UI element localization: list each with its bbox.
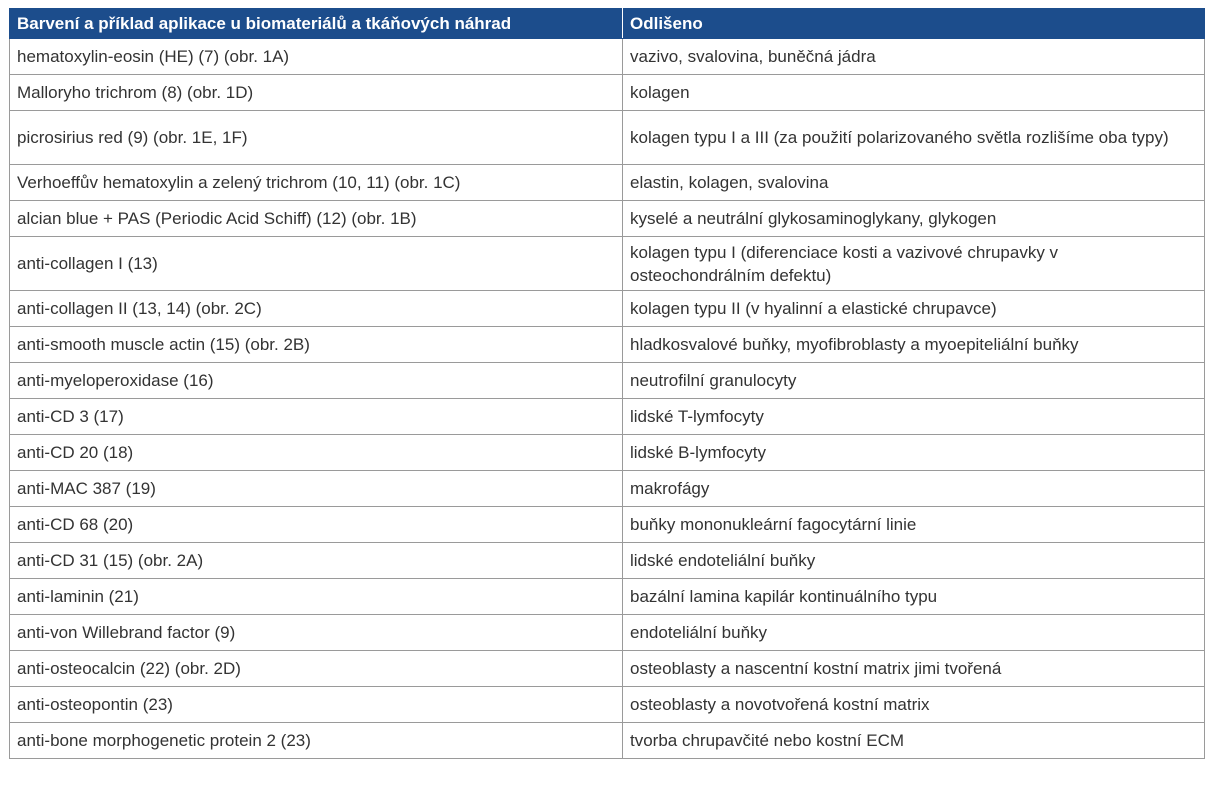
cell-staining: anti-laminin (21) bbox=[10, 579, 623, 615]
header-distinguished: Odlišeno bbox=[623, 9, 1205, 39]
table-body bbox=[10, 39, 1205, 759]
cell-staining: anti-CD 3 (17) bbox=[10, 399, 623, 435]
cell-staining: anti-collagen II (13, 14) (obr. 2C) bbox=[10, 291, 623, 327]
cell-distinguished: makrofágy bbox=[623, 471, 1205, 507]
table-row bbox=[10, 399, 1205, 435]
table-header bbox=[10, 9, 1205, 39]
cell-staining: hematoxylin-eosin (HE) (7) (obr. 1A) bbox=[10, 39, 623, 75]
table-row bbox=[10, 687, 1205, 723]
table-row bbox=[10, 543, 1205, 579]
cell-distinguished: vazivo, svalovina, buněčná jádra bbox=[623, 39, 1205, 75]
cell-staining: alcian blue + PAS (Periodic Acid Schiff) (12) (obr. 1B) bbox=[10, 201, 623, 237]
header-staining: Barvení a příklad aplikace u biomateriálů a tkáňových náhrad bbox=[10, 9, 623, 39]
cell-staining: anti-CD 68 (20) bbox=[10, 507, 623, 543]
cell-distinguished: lidské B-lymfocyty bbox=[623, 435, 1205, 471]
table-row bbox=[10, 111, 1205, 165]
table-row bbox=[10, 75, 1205, 111]
cell-staining: anti-collagen I (13) bbox=[10, 237, 623, 291]
cell-distinguished: kolagen bbox=[623, 75, 1205, 111]
table-row bbox=[10, 507, 1205, 543]
table-row bbox=[10, 471, 1205, 507]
cell-staining: Malloryho trichrom (8) (obr. 1D) bbox=[10, 75, 623, 111]
cell-distinguished: tvorba chrupavčité nebo kostní ECM bbox=[623, 723, 1205, 759]
cell-staining: anti-osteopontin (23) bbox=[10, 687, 623, 723]
cell-staining: anti-osteocalcin (22) (obr. 2D) bbox=[10, 651, 623, 687]
table-row bbox=[10, 39, 1205, 75]
cell-staining: anti-myeloperoxidase (16) bbox=[10, 363, 623, 399]
header-row bbox=[10, 9, 1205, 39]
cell-distinguished: buňky mononukleární fagocytární linie bbox=[623, 507, 1205, 543]
cell-staining: anti-MAC 387 (19) bbox=[10, 471, 623, 507]
cell-distinguished: kyselé a neutrální glykosaminoglykany, glykogen bbox=[623, 201, 1205, 237]
table-row bbox=[10, 435, 1205, 471]
cell-staining: anti-bone morphogenetic protein 2 (23) bbox=[10, 723, 623, 759]
table-row bbox=[10, 723, 1205, 759]
cell-distinguished: kolagen typu II (v hyalinní a elastické chrupavce) bbox=[623, 291, 1205, 327]
staining-table bbox=[9, 8, 1205, 759]
table-row bbox=[10, 363, 1205, 399]
table-row bbox=[10, 615, 1205, 651]
table-row bbox=[10, 165, 1205, 201]
cell-distinguished: lidské T-lymfocyty bbox=[623, 399, 1205, 435]
cell-staining: Verhoeffův hematoxylin a zelený trichrom (10, 11) (obr. 1C) bbox=[10, 165, 623, 201]
table-row bbox=[10, 237, 1205, 291]
cell-staining: anti-smooth muscle actin (15) (obr. 2B) bbox=[10, 327, 623, 363]
cell-distinguished: kolagen typu I (diferenciace kosti a vazivové chrupavky v osteochondrálním defektu) bbox=[623, 237, 1205, 291]
cell-staining: picrosirius red (9) (obr. 1E, 1F) bbox=[10, 111, 623, 165]
cell-staining: anti-von Willebrand factor (9) bbox=[10, 615, 623, 651]
table-row bbox=[10, 201, 1205, 237]
table-row bbox=[10, 291, 1205, 327]
cell-staining: anti-CD 20 (18) bbox=[10, 435, 623, 471]
cell-distinguished: bazální lamina kapilár kontinuálního typu bbox=[623, 579, 1205, 615]
table-row bbox=[10, 327, 1205, 363]
cell-distinguished: endoteliální buňky bbox=[623, 615, 1205, 651]
cell-distinguished: osteoblasty a novotvořená kostní matrix bbox=[623, 687, 1205, 723]
cell-distinguished: kolagen typu I a III (za použití polarizovaného světla rozlišíme oba typy) bbox=[623, 111, 1205, 165]
table-row bbox=[10, 651, 1205, 687]
cell-distinguished: neutrofilní granulocyty bbox=[623, 363, 1205, 399]
cell-distinguished: elastin, kolagen, svalovina bbox=[623, 165, 1205, 201]
cell-distinguished: osteoblasty a nascentní kostní matrix jimi tvořená bbox=[623, 651, 1205, 687]
cell-distinguished: hladkosvalové buňky, myofibroblasty a myoepiteliální buňky bbox=[623, 327, 1205, 363]
cell-distinguished: lidské endoteliální buňky bbox=[623, 543, 1205, 579]
table-container bbox=[9, 8, 1204, 759]
table-row bbox=[10, 579, 1205, 615]
cell-staining: anti-CD 31 (15) (obr. 2A) bbox=[10, 543, 623, 579]
